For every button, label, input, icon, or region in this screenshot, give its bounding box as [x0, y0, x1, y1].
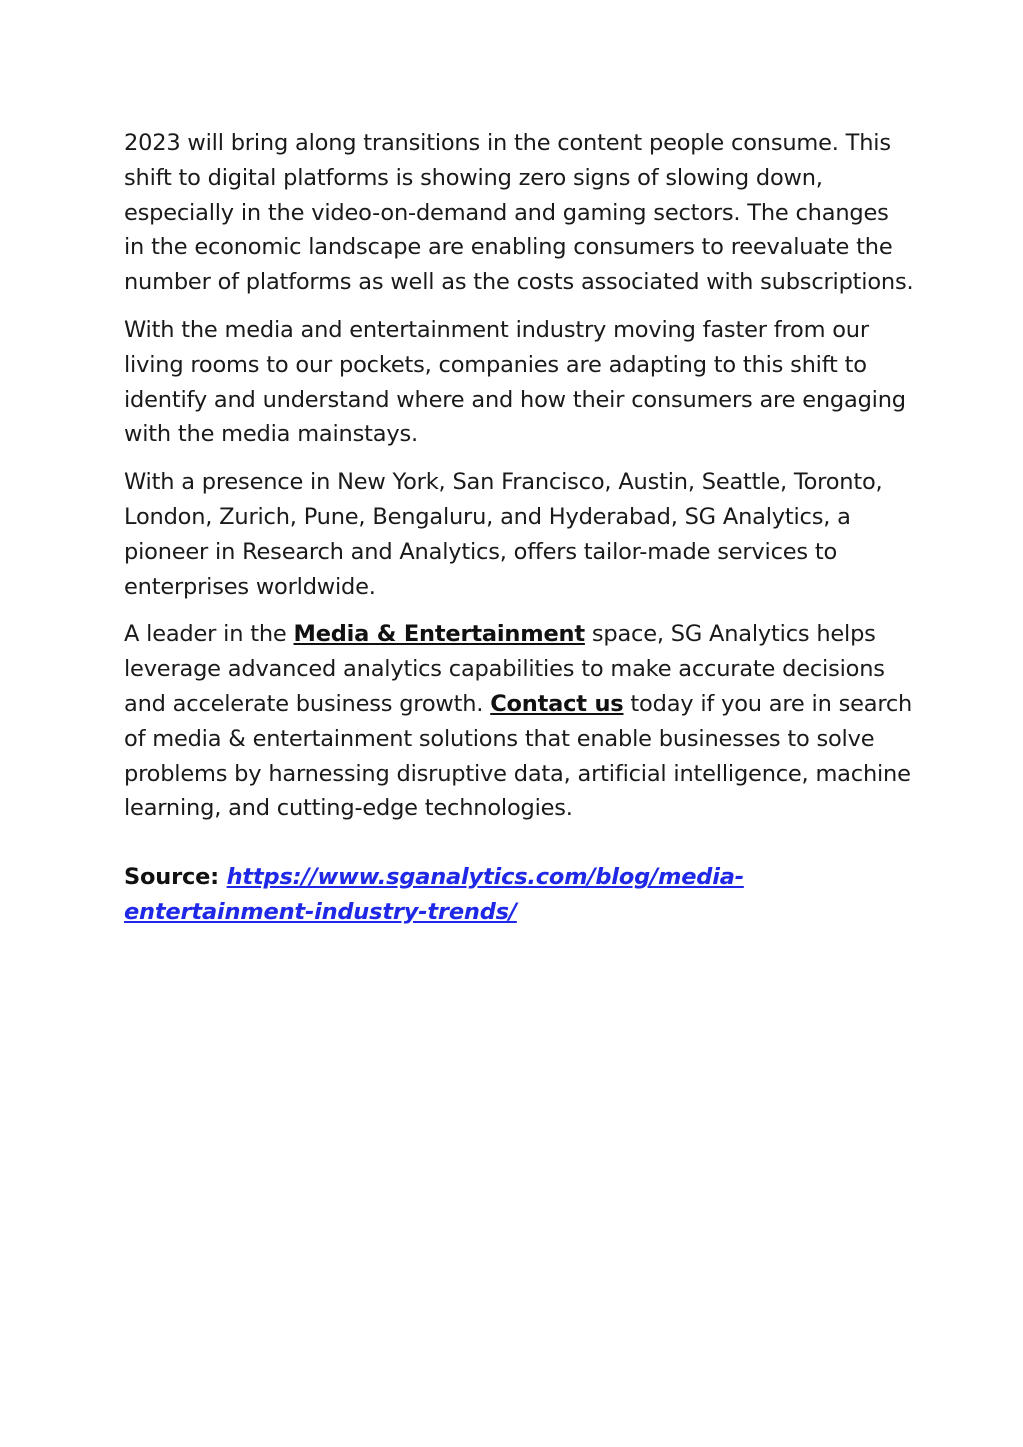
source-line: [124, 860, 914, 930]
source-label: Source:: [124, 864, 227, 891]
paragraph-text-end: today if you are in search of media & entertainment solutions that enable businesses to solve problems by harnessing disruptive data, artificial intelligence, machine learning, and cutting-edge technologies.: [124, 690, 913, 822]
paragraph-content-transitions: 2023 will bring along transitions in the content people consume. This shift to digital platforms is showing zero signs of slowing down, especially in the video-on-demand and gaming sectors. The changes in the economic landscape are enabling consumers to reevaluate the number of platforms as well as the costs associated with subscriptions.: [124, 130, 914, 296]
paragraph-text-middle: space, SG Analytics helps leverage advanced analytics capabilities to make accurate decisions and accelerate business growth.: [124, 621, 885, 717]
paragraph-media-leader: [124, 617, 914, 826]
source-url-link[interactable]: https://www.sganalytics.com/blog/media-entertainment-industry-trends/: [124, 864, 744, 925]
document-body: [124, 126, 914, 943]
contact-us-link[interactable]: Contact us: [490, 690, 624, 717]
paragraph-media-industry: With the media and entertainment industry moving faster from our living rooms to our pockets, companies are adapting to this shift to identify and understand where and how their consumers are engaging with the media mainstays.: [124, 316, 906, 448]
paragraph-sg-analytics-presence: With a presence in New York, San Francisco, Austin, Seattle, Toronto, London, Zurich, Pune, Bengaluru, and Hyderabad, SG Analytics, a pioneer in Research and Analytics, offers tailor-made services to enterprises worldwide.: [124, 469, 883, 600]
media-entertainment-link[interactable]: Media & Entertainment: [293, 621, 585, 648]
paragraph-text-start: A leader in the: [124, 621, 294, 648]
